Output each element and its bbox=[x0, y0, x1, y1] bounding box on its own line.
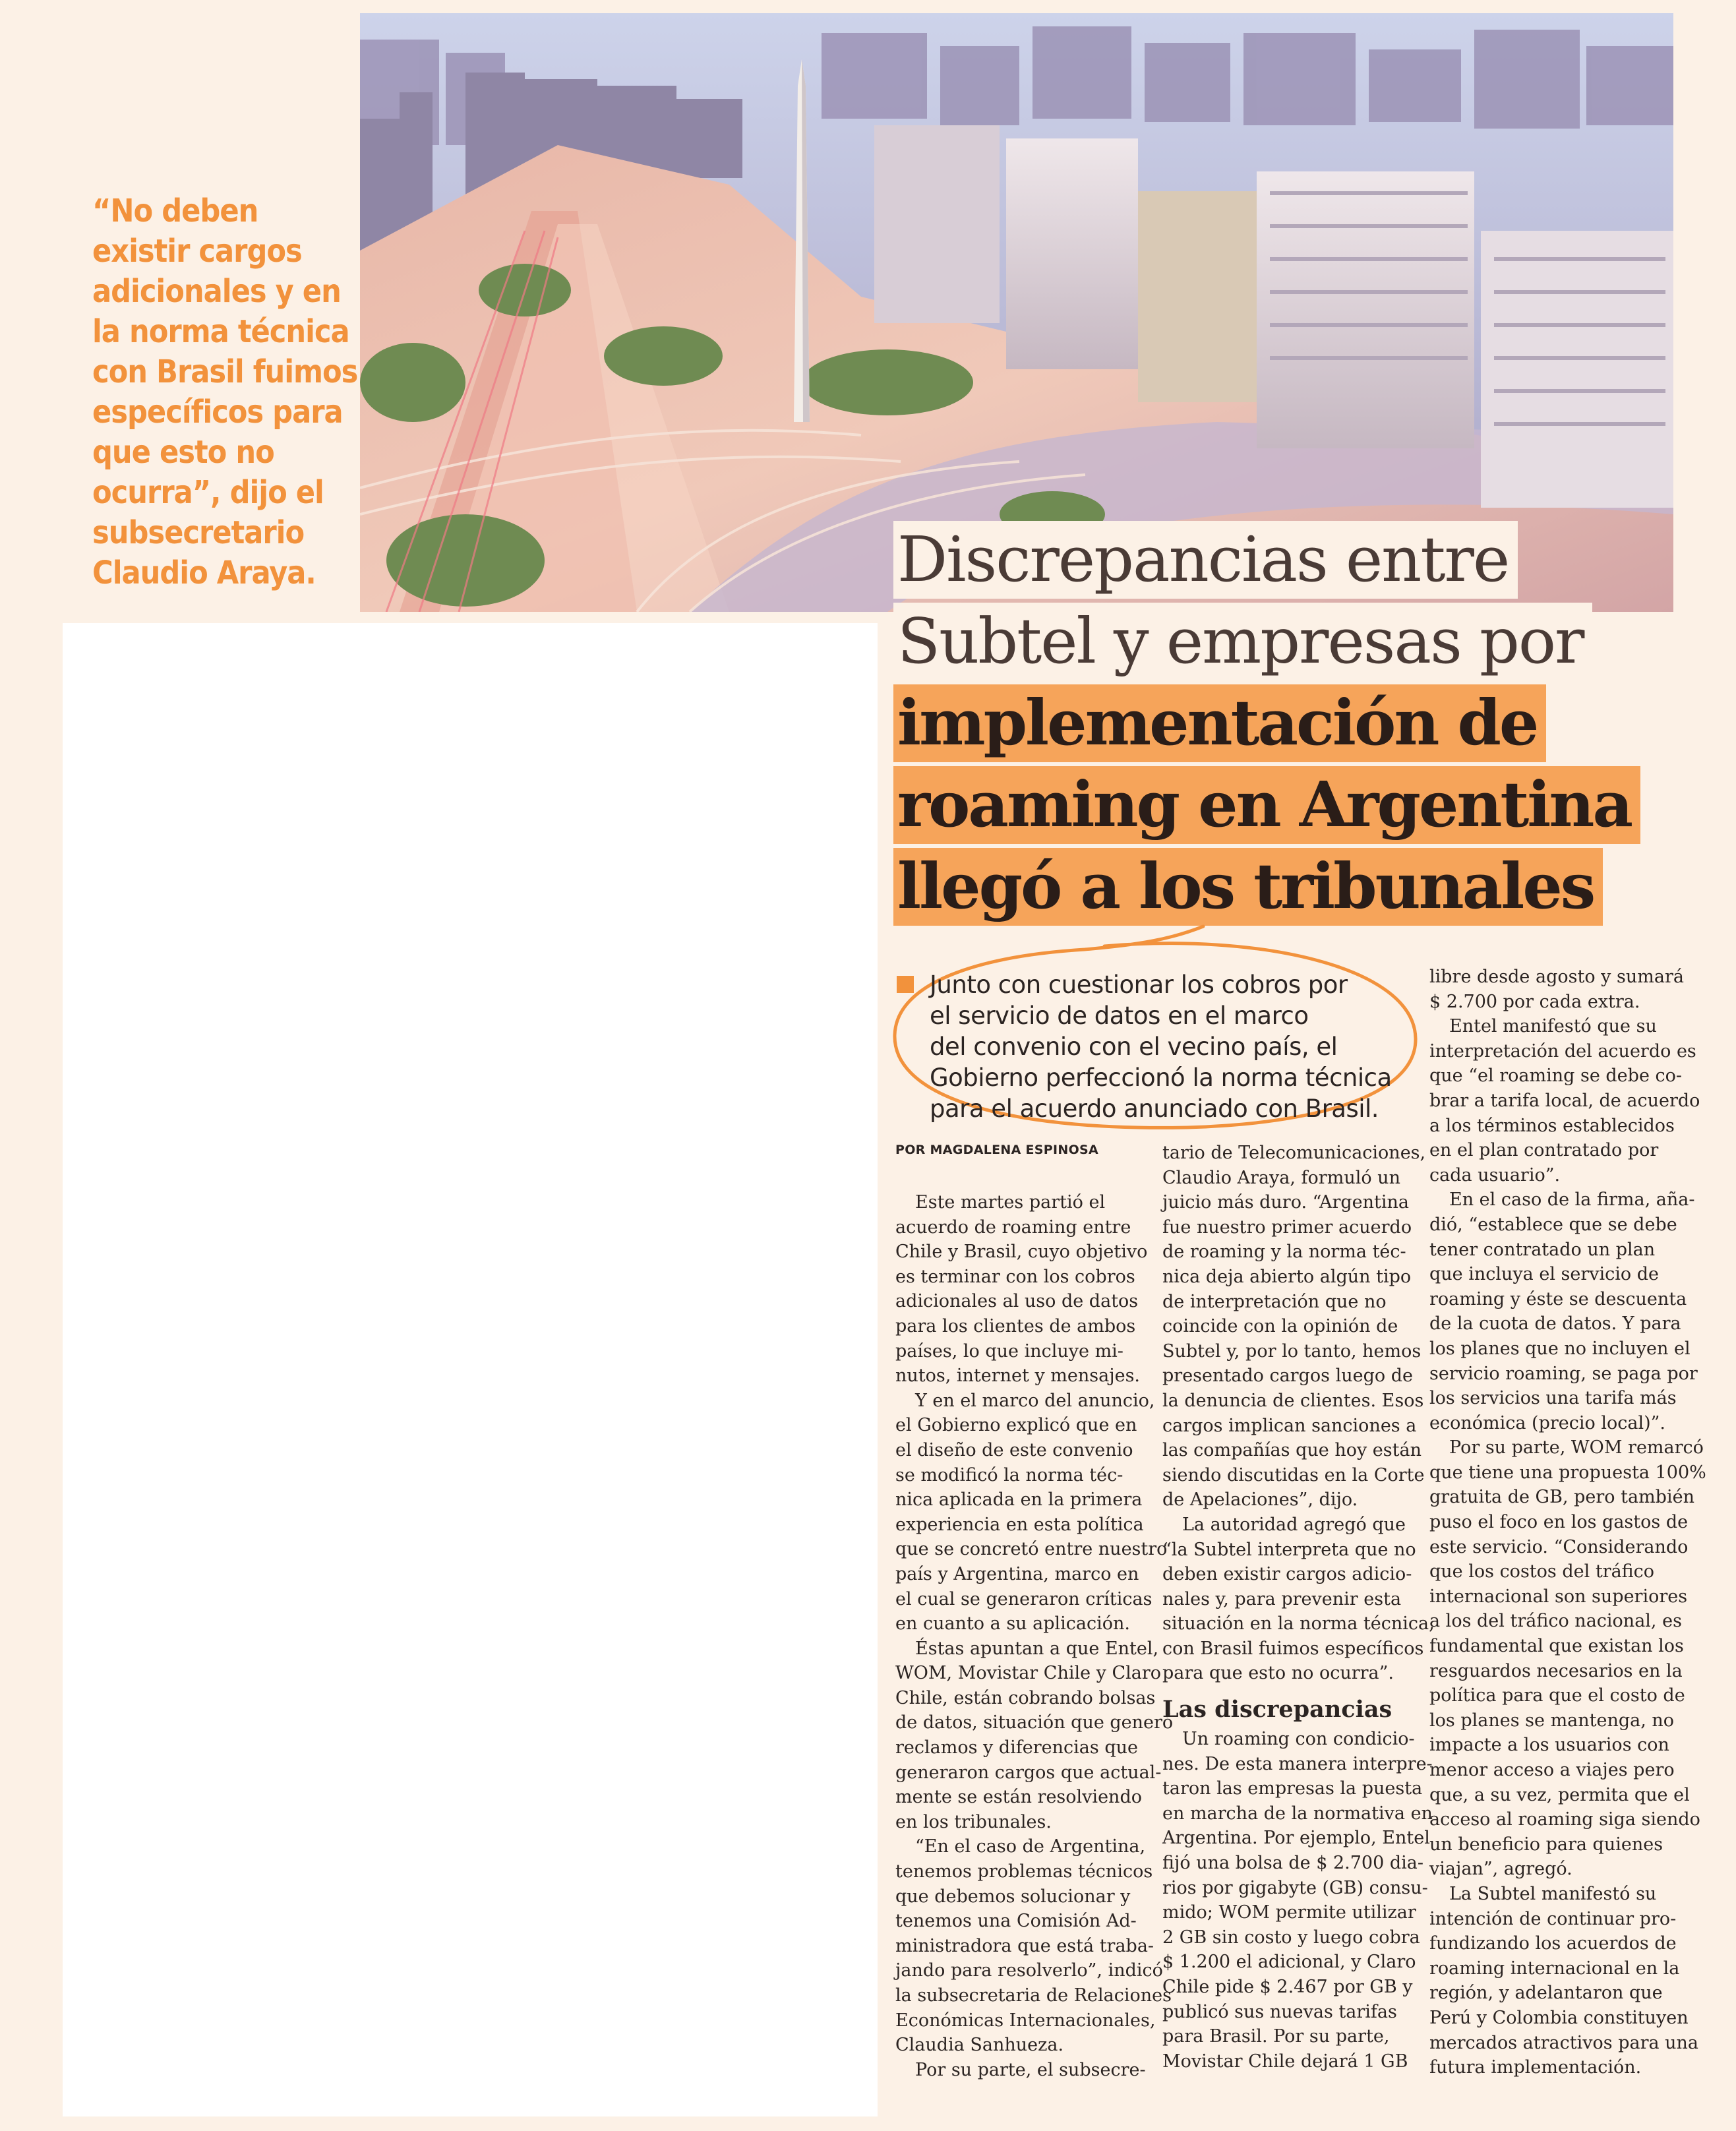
body-line: deben existir cargos adicio- bbox=[1162, 1564, 1412, 1585]
body-line: Y en el marco del anuncio, bbox=[915, 1390, 1155, 1411]
blank-area bbox=[63, 623, 878, 2116]
body-line: se modificó la norma téc- bbox=[895, 1464, 1123, 1486]
body-line: experiencia en esta política bbox=[895, 1514, 1144, 1535]
body-line: que debemos solucionar y bbox=[895, 1886, 1131, 1907]
body-line: Entel manifestó que su bbox=[1449, 1016, 1657, 1037]
body-line: publicó sus nuevas tarifas bbox=[1162, 2001, 1397, 2022]
body-line: económica (precio local)”. bbox=[1429, 1412, 1666, 1433]
body-line: este servicio. “Considerando bbox=[1429, 1536, 1689, 1557]
body-line: de Apelaciones”, dijo. bbox=[1162, 1489, 1358, 1511]
body-line: mido; WOM permite utilizar bbox=[1162, 1902, 1416, 1923]
body-line: siendo discutidas en la Corte bbox=[1162, 1464, 1425, 1486]
body-line: país y Argentina, marco en bbox=[895, 1563, 1139, 1584]
body-line: libre desde agosto y sumará bbox=[1429, 967, 1684, 987]
body-line: Claudio Araya, formuló un bbox=[1162, 1167, 1400, 1188]
body-line: internacional son superiores bbox=[1429, 1586, 1688, 1607]
body-line: Un roaming con condicio- bbox=[1182, 1729, 1415, 1750]
pull-quote-line: “No deben bbox=[92, 193, 258, 229]
body-line: Chile pide $ 2.467 por GB y bbox=[1162, 1977, 1413, 1997]
body-line: viajan”, agregó. bbox=[1429, 1859, 1572, 1880]
body-line: WOM, Movistar Chile y Claro bbox=[895, 1663, 1162, 1684]
pull-quote-line: existir cargos bbox=[92, 233, 302, 270]
body-line: que, a su vez, permita que el bbox=[1429, 1784, 1690, 1805]
body-line: a los del tráfico nacional, es bbox=[1429, 1611, 1682, 1632]
body-line: jando para resolverlo”, indicó bbox=[895, 1960, 1163, 1981]
body-line: Claudia Sanhueza. bbox=[895, 2035, 1064, 2056]
body-line: Chile, están cobrando bolsas bbox=[895, 1687, 1156, 1708]
body-line: interpretación del acuerdo es bbox=[1429, 1040, 1696, 1062]
body-line: presentado cargos luego de bbox=[1162, 1366, 1413, 1387]
body-line: resguardos necesarios en la bbox=[1429, 1660, 1683, 1681]
body-line: de interpretación que no bbox=[1162, 1291, 1387, 1312]
headline bbox=[893, 521, 1671, 930]
body-line: la subsecretaria de Relaciones bbox=[895, 1985, 1172, 2006]
body-line: futura implementación. bbox=[1429, 2057, 1642, 2078]
body-line: de roaming y la norma téc- bbox=[1162, 1242, 1406, 1263]
body-line: los planes se mantenga, no bbox=[1429, 1710, 1675, 1731]
body-line: en marcha de la normativa en bbox=[1162, 1803, 1433, 1824]
body-line: para Brasil. Por su parte, bbox=[1162, 2026, 1390, 2047]
body-line: situación en la norma técnica, bbox=[1162, 1613, 1435, 1635]
lead-line: Gobierno perfeccionó la norma técnica bbox=[930, 1064, 1392, 1092]
body-line: Argentina. Por ejemplo, Entel bbox=[1162, 1828, 1430, 1849]
body-line: fundizando los acuerdos de bbox=[1429, 1933, 1677, 1954]
body-line: generaron cargos que actual- bbox=[895, 1762, 1162, 1783]
body-line: los planes que no incluyen el bbox=[1429, 1338, 1691, 1359]
body-line: tener contratado un plan bbox=[1429, 1239, 1656, 1260]
lead-line: el servicio de datos en el marco bbox=[930, 1002, 1309, 1030]
body-line: brar a tarifa local, de acuerdo bbox=[1429, 1090, 1700, 1111]
body-line: que tiene una propuesta 100% bbox=[1429, 1462, 1706, 1483]
body-line: en los tribunales. bbox=[895, 1811, 1052, 1832]
section-subhead: Las discrepancias bbox=[1162, 1696, 1392, 1724]
body-line: política para que el costo de bbox=[1429, 1685, 1685, 1706]
body-line: tenemos una Comisión Ad- bbox=[895, 1911, 1137, 1932]
pull-quote-line: con Brasil fuimos bbox=[92, 353, 358, 390]
body-line: ministradora que está traba- bbox=[895, 1935, 1154, 1956]
body-line: roaming internacional en la bbox=[1429, 1958, 1680, 1979]
body-line: reclamos y diferencias que bbox=[895, 1737, 1138, 1758]
body-line: que se concretó entre nuestro bbox=[895, 1539, 1168, 1560]
body-line: dió, “establece que se debe bbox=[1429, 1214, 1677, 1235]
body-line: intención de continuar pro- bbox=[1429, 1908, 1677, 1929]
body-line: mercados atractivos para una bbox=[1429, 2032, 1699, 2053]
pull-quote-line: específicos para bbox=[92, 394, 343, 431]
body-line: menor acceso a viajes pero bbox=[1429, 1760, 1675, 1780]
lead-line: para el acuerdo anunciado con Brasil. bbox=[930, 1095, 1379, 1123]
body-line: acuerdo de roaming entre bbox=[895, 1216, 1131, 1238]
body-line: a los términos establecidos bbox=[1429, 1115, 1675, 1136]
lead-bullet-icon bbox=[897, 976, 914, 993]
body-line: Subtel y, por lo tanto, hemos bbox=[1162, 1340, 1422, 1362]
body-line: que “el roaming se debe co- bbox=[1429, 1066, 1683, 1087]
body-line: los servicios una tarifa más bbox=[1429, 1388, 1677, 1409]
pull-quote-line: subsecretario bbox=[92, 514, 305, 551]
body-line: que los costos del tráfico bbox=[1429, 1561, 1655, 1582]
headline-line-highlight: implementación de bbox=[893, 684, 1546, 762]
body-line: rios por gigabyte (GB) consu- bbox=[1162, 1877, 1428, 1898]
body-line: juicio más duro. “Argentina bbox=[1162, 1192, 1410, 1213]
lead-paragraph bbox=[893, 969, 1408, 1124]
body-line: un beneficio para quienes bbox=[1429, 1834, 1663, 1855]
lead-line: Junto con cuestionar los cobros por bbox=[930, 971, 1348, 999]
pull-quote-line: la norma técnica bbox=[92, 313, 349, 350]
headline-line-highlight: roaming en Argentina bbox=[893, 766, 1640, 844]
body-line: fijó una bolsa de $ 2.700 dia- bbox=[1162, 1853, 1424, 1874]
body-line: el cual se generaron críticas bbox=[895, 1588, 1152, 1609]
body-line: servicio roaming, se paga por bbox=[1429, 1363, 1698, 1384]
body-line: Económicas Internacionales, bbox=[895, 2010, 1156, 2031]
body-line: La Subtel manifestó su bbox=[1449, 1883, 1657, 1904]
body-line: roaming y éste se descuenta bbox=[1429, 1288, 1687, 1309]
body-line: 2 GB sin costo y luego cobra bbox=[1162, 1927, 1420, 1948]
body-line: Chile y Brasil, cuyo objetivo bbox=[895, 1242, 1148, 1263]
body-line: coincide con la opinión de bbox=[1162, 1316, 1398, 1337]
body-column-3 bbox=[1429, 965, 1706, 2080]
body-line: cada usuario”. bbox=[1429, 1164, 1561, 1186]
body-line: para que esto no ocurra”. bbox=[1162, 1663, 1394, 1684]
body-line: $ 2.700 por cada extra. bbox=[1429, 991, 1640, 1012]
body-line: nales y, para prevenir esta bbox=[1162, 1588, 1402, 1609]
body-column-1 bbox=[895, 1190, 1174, 2082]
pull-quote-line: adicionales y en bbox=[92, 273, 341, 310]
body-line: “En el caso de Argentina, bbox=[915, 1836, 1146, 1857]
body-line: en cuanto a su aplicación. bbox=[895, 1613, 1130, 1635]
body-line: Por su parte, el subsecre- bbox=[915, 2059, 1146, 2080]
body-line: para los clientes de ambos bbox=[895, 1315, 1136, 1336]
pull-quote-line: que esto no bbox=[92, 434, 274, 471]
body-line: las compañías que hoy están bbox=[1162, 1440, 1422, 1461]
body-line: Perú y Colombia constituyen bbox=[1429, 2007, 1689, 2028]
body-line: fue nuestro primer acuerdo bbox=[1162, 1216, 1412, 1238]
headline-line: Discrepancias entre bbox=[893, 521, 1518, 599]
body-line: países, lo que incluye mi- bbox=[895, 1340, 1123, 1362]
byline: POR MAGDALENA ESPINOSA bbox=[895, 1143, 1099, 1157]
body-line: en el plan contratado por bbox=[1429, 1140, 1659, 1161]
body-line: Movistar Chile dejará 1 GB bbox=[1162, 2051, 1408, 2072]
body-line: de datos, situación que generó bbox=[895, 1712, 1174, 1733]
body-line: nica deja abierto algún tipo bbox=[1162, 1266, 1412, 1287]
body-line: La autoridad agregó que bbox=[1182, 1514, 1406, 1535]
pull-quote bbox=[92, 191, 356, 593]
body-column-2 bbox=[1162, 1141, 1435, 2074]
body-line: Éstas apuntan a que Entel, bbox=[915, 1638, 1159, 1659]
body-line: adicionales al uso de datos bbox=[895, 1291, 1139, 1312]
body-line: impacte a los usuarios con bbox=[1429, 1735, 1669, 1756]
pull-quote-line: ocurra”, dijo el bbox=[92, 474, 324, 511]
body-line: En el caso de la firma, aña- bbox=[1449, 1189, 1695, 1211]
body-line: que incluya el servicio de bbox=[1429, 1264, 1660, 1285]
body-line: tario de Telecomunicaciones, bbox=[1162, 1143, 1426, 1163]
body-line: fundamental que existan los bbox=[1429, 1636, 1684, 1657]
body-line: región, y adelantaron que bbox=[1429, 1983, 1663, 2004]
body-line: Este martes partió el bbox=[915, 1192, 1106, 1213]
body-line: tenemos problemas técnicos bbox=[895, 1861, 1153, 1882]
body-line: de la cuota de datos. Y para bbox=[1429, 1313, 1681, 1335]
body-line: $ 1.200 el adicional, y Claro bbox=[1162, 1952, 1416, 1973]
body-line: nutos, internet y mensajes. bbox=[895, 1366, 1141, 1387]
body-line: nica aplicada en la primera bbox=[895, 1489, 1143, 1511]
body-line: gratuita de GB, pero también bbox=[1429, 1487, 1694, 1508]
body-line: es terminar con los cobros bbox=[895, 1266, 1135, 1287]
body-line: taron las empresas la puesta bbox=[1162, 1778, 1423, 1799]
headline-line-highlight: llegó a los tribunales bbox=[893, 848, 1603, 926]
body-line: mente se están resolviendo bbox=[895, 1787, 1142, 1808]
body-line: con Brasil fuimos específicos bbox=[1162, 1638, 1424, 1659]
body-line: la denuncia de clientes. Esos bbox=[1162, 1390, 1424, 1411]
body-line: “la Subtel interpreta que no bbox=[1162, 1539, 1416, 1560]
lead-line: del convenio con el vecino país, el bbox=[930, 1033, 1338, 1061]
body-line: el Gobierno explicó que en bbox=[895, 1415, 1137, 1436]
body-line: cargos implican sanciones a bbox=[1162, 1415, 1417, 1436]
body-line: nes. De esta manera interpre- bbox=[1162, 1753, 1433, 1774]
pull-quote-line: Claudio Araya. bbox=[92, 555, 316, 591]
body-line: puso el foco en los gastos de bbox=[1429, 1512, 1689, 1533]
body-line: acceso al roaming siga siendo bbox=[1429, 1809, 1700, 1830]
body-line: el diseño de este convenio bbox=[895, 1439, 1133, 1460]
body-line: Por su parte, WOM remarcó bbox=[1449, 1437, 1704, 1458]
headline-line: Subtel y empresas por bbox=[893, 603, 1592, 680]
